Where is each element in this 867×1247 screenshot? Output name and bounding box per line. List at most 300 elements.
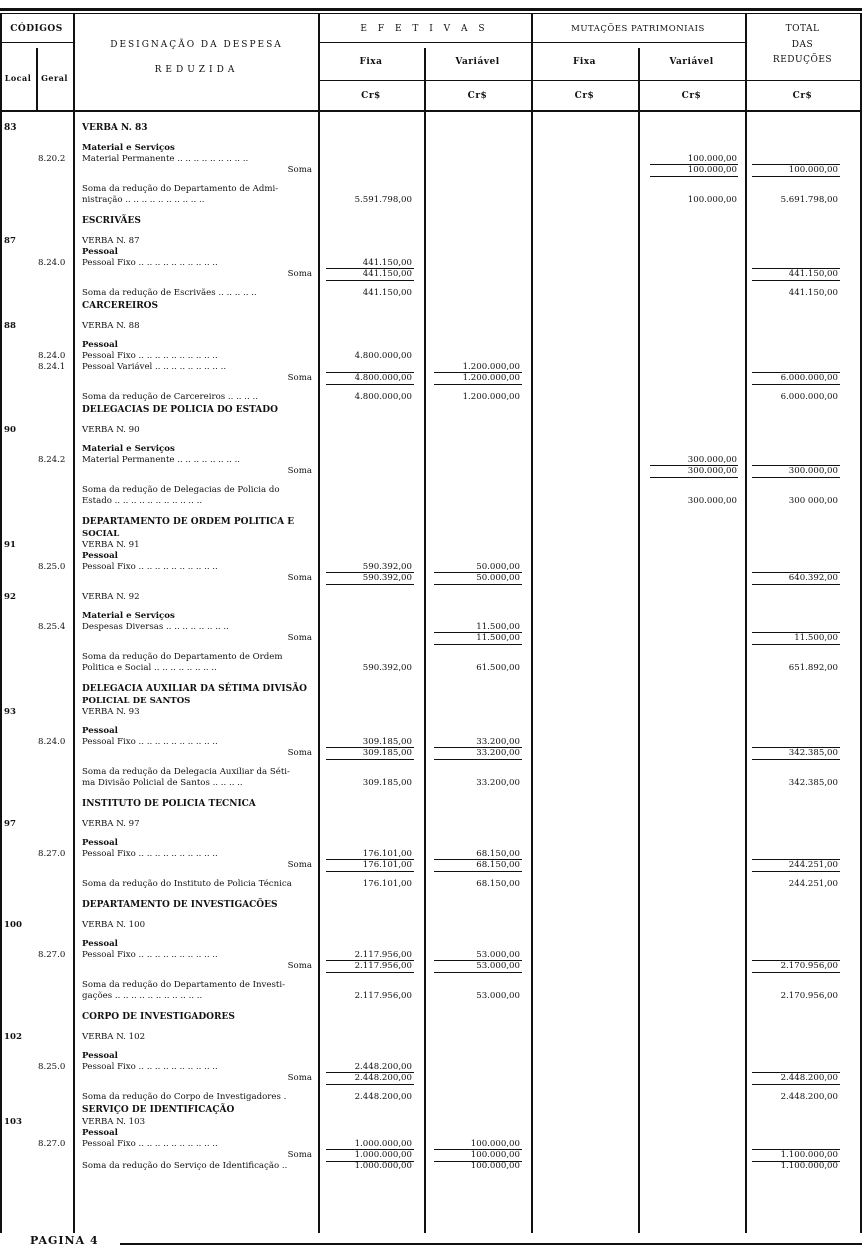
table-row	[0, 1051, 862, 1062]
amount-efetiva-variavel: 33.200,00	[476, 778, 520, 788]
hdr-rule-units	[318, 80, 860, 81]
table-row	[0, 663, 862, 674]
amount-efetiva-variavel: 50.000,00	[476, 562, 520, 572]
sum-rule	[434, 859, 522, 860]
table-row	[0, 392, 862, 403]
code-local: 88	[4, 321, 16, 331]
amount-efetiva-variavel: 53.000,00	[476, 991, 520, 1001]
amount-mutacao-variavel: 300.000,00	[687, 496, 737, 506]
expense-description: Soma da redução de Delegacias de Policia do	[82, 485, 280, 495]
sum-rule	[752, 372, 840, 373]
expense-description: DEPARTAMENTO DE INVESTIGACÕES	[82, 900, 278, 910]
expense-description: Soma da redução de Carcereiros .. .. .. ..	[82, 392, 258, 402]
code-geral: 8.25.0	[38, 562, 66, 572]
amount-total-reducoes: 6.000.000,00	[780, 392, 838, 402]
table-row	[0, 1084, 862, 1092]
table-row	[0, 1043, 862, 1051]
table-row	[0, 1024, 862, 1032]
table-row	[0, 562, 862, 573]
table-row	[0, 228, 862, 236]
amount-efetiva-fixa: 1.000.000,00	[354, 1150, 412, 1160]
table-row	[0, 1117, 862, 1128]
section-heading-row	[0, 121, 862, 135]
budget-table-body	[0, 121, 862, 1172]
expense-description: Soma da redução do Corpo de Investigadores .	[82, 1092, 287, 1102]
table-row	[0, 529, 862, 540]
expense-description: Soma da redução do Departamento de Investi-	[82, 980, 286, 990]
code-geral: 8.24.0	[38, 258, 66, 268]
table-row	[0, 143, 862, 154]
sum-rule	[434, 1149, 522, 1150]
hdr-total-1: TOTAL	[785, 24, 820, 34]
expense-description: Material e Serviços	[82, 143, 175, 153]
expense-description: Soma	[287, 748, 312, 758]
table-row	[0, 1002, 862, 1010]
soma-row	[0, 633, 862, 644]
sum-rule	[434, 372, 522, 373]
table-row	[0, 652, 862, 663]
table-row	[0, 351, 862, 362]
hdr-unit-4: Cr$	[681, 91, 702, 101]
expense-description: VERBA N. 87	[82, 236, 140, 246]
amount-efetiva-fixa: 441.150,00	[362, 269, 412, 279]
expense-description: Soma	[287, 269, 312, 279]
table-row	[0, 830, 862, 838]
hdr-fixa-mut: Fixa	[572, 57, 596, 67]
amount-efetiva-fixa: 4.800.000,00	[354, 392, 412, 402]
table-row	[0, 288, 862, 299]
code-local: 93	[4, 707, 16, 717]
soma-row	[0, 1150, 862, 1161]
sum-rule	[434, 960, 522, 961]
table-row	[0, 362, 862, 373]
expense-description: DEPARTAMENTO DE ORDEM POLITICA E	[82, 517, 295, 527]
top-rule-thin	[0, 13, 862, 14]
table-row	[0, 258, 862, 269]
sum-rule	[752, 632, 840, 633]
expense-description: VERBA N. 83	[82, 123, 148, 133]
amount-total-reducoes: 2.448.200,00	[780, 1092, 838, 1102]
code-local: 92	[4, 592, 16, 602]
expense-description: VERBA N. 97	[82, 819, 140, 829]
amount-efetiva-variavel: 1.200.000,00	[462, 362, 520, 372]
table-row	[0, 931, 862, 939]
section-heading-row	[0, 898, 862, 912]
section-heading-row	[0, 299, 862, 313]
amount-total-reducoes: 640.392,00	[788, 573, 838, 583]
sum-rule	[752, 1072, 840, 1073]
sum-rule	[326, 1072, 414, 1073]
hdr-total-3: REDUÇÕES	[772, 55, 833, 65]
code-local: 90	[4, 425, 16, 435]
section-heading-row	[0, 797, 862, 811]
expense-description: Pessoal Fixo .. .. .. .. .. .. .. .. .. ..	[82, 1139, 218, 1149]
table-row	[0, 707, 862, 718]
amount-efetiva-variavel: 1.200.000,00	[462, 373, 520, 383]
amount-efetiva-variavel: 100.000,00	[470, 1161, 520, 1171]
code-geral: 8.24.0	[38, 351, 66, 361]
expense-description: SERVIÇO DE IDENTIFICAÇÃO	[82, 1105, 235, 1115]
hdr-efetivas: E F E T I V A S	[360, 24, 489, 34]
expense-description: Soma	[287, 373, 312, 383]
expense-description: Pessoal	[82, 939, 118, 949]
table-row	[0, 912, 862, 920]
expense-description: POLICIAL DE SANTOS	[82, 696, 191, 706]
expense-description: VERBA N. 88	[82, 321, 140, 331]
amount-efetiva-variavel: 53.000,00	[476, 961, 520, 971]
table-row	[0, 674, 862, 682]
sum-rule	[752, 1149, 840, 1150]
table-row	[0, 496, 862, 507]
soma-row	[0, 1073, 862, 1084]
amount-efetiva-fixa: 4.800.000,00	[354, 351, 412, 361]
amount-efetiva-fixa: 4.800.000,00	[354, 373, 412, 383]
amount-efetiva-fixa: 2.117.956,00	[354, 991, 412, 1001]
table-row	[0, 991, 862, 1002]
sum-rule	[326, 859, 414, 860]
expense-description: Pessoal Fixo .. .. .. .. .. .. .. .. .. ..	[82, 1062, 218, 1072]
amount-mutacao-variavel: 100.000,00	[687, 154, 737, 164]
table-row	[0, 980, 862, 991]
table-row	[0, 920, 862, 931]
sum-rule	[752, 960, 840, 961]
expense-description: VERBA N. 100	[82, 920, 146, 930]
sum-rule	[752, 268, 840, 269]
amount-total-reducoes: 5.691.798,00	[780, 195, 838, 205]
table-row	[0, 384, 862, 392]
table-row	[0, 759, 862, 767]
amount-efetiva-variavel: 61.500,00	[476, 663, 520, 673]
table-row	[0, 321, 862, 332]
table-row	[0, 584, 862, 592]
expense-description: CARCEREIROS	[82, 301, 159, 311]
table-row	[0, 1062, 862, 1073]
expense-description: Soma da redução de Escrivães .. .. .. .. ..	[82, 288, 257, 298]
soma-row	[0, 748, 862, 759]
table-row	[0, 778, 862, 789]
hdr-rule-groups	[318, 42, 745, 43]
hdr-fixa: Fixa	[359, 57, 383, 67]
table-row	[0, 767, 862, 778]
table-row	[0, 726, 862, 737]
code-geral: 8.25.4	[38, 622, 66, 632]
hdr-unit-3: Cr$	[574, 91, 595, 101]
code-local: 87	[4, 236, 16, 246]
code-geral: 8.20.2	[38, 154, 66, 164]
soma-row	[0, 961, 862, 972]
code-local: 100	[4, 920, 22, 930]
table-row	[0, 236, 862, 247]
amount-total-reducoes: 651.892,00	[788, 663, 838, 673]
table-row	[0, 206, 862, 214]
amount-efetiva-variavel: 100.000,00	[470, 1139, 520, 1149]
expense-description: Soma	[287, 466, 312, 476]
expense-description: ma Divisão Policial de Santos .. .. .. ..	[82, 778, 243, 788]
amount-efetiva-fixa: 2.448.200,00	[354, 1092, 412, 1102]
table-row	[0, 972, 862, 980]
expense-description: Soma da redução do Departamento de Admi-	[82, 184, 279, 194]
amount-efetiva-variavel: 53.000,00	[476, 950, 520, 960]
table-row	[0, 611, 862, 622]
expense-description: VERBA N. 91	[82, 540, 140, 550]
expense-description: VERBA N. 90	[82, 425, 140, 435]
table-row	[0, 436, 862, 444]
amount-efetiva-fixa: 309.185,00	[362, 778, 412, 788]
table-row	[0, 696, 862, 707]
expense-description: Soma da redução do Instituto de Policia Técnica	[82, 879, 292, 889]
hdr-designacao-1: DESIGNAÇÃO DA DESPESA	[110, 40, 283, 50]
expense-description: VERBA N. 103	[82, 1117, 146, 1127]
amount-efetiva-fixa: 2.448.200,00	[354, 1062, 412, 1072]
expense-description: DELEGACIAS DE POLICIA DO ESTADO	[82, 405, 278, 415]
amount-mutacao-variavel: 300.000,00	[687, 455, 737, 465]
amount-efetiva-fixa: 176.101,00	[362, 879, 412, 889]
soma-row	[0, 165, 862, 176]
amount-mutacao-variavel: 100.000,00	[687, 195, 737, 205]
hdr-unit-5: Cr$	[792, 91, 813, 101]
code-geral: 8.24.0	[38, 737, 66, 747]
hdr-unit-1: Cr$	[361, 91, 381, 101]
section-heading-row	[0, 682, 862, 696]
amount-efetiva-fixa: 2.448.200,00	[354, 1073, 412, 1083]
expense-description: Pessoal	[82, 551, 118, 561]
sum-rule	[434, 747, 522, 748]
expense-description: Pessoal Fixo .. .. .. .. .. .. .. .. .. ..	[82, 258, 218, 268]
table-row	[0, 622, 862, 633]
soma-row	[0, 860, 862, 871]
amount-total-reducoes: 300.000,00	[788, 466, 838, 476]
expense-description: Soma	[287, 961, 312, 971]
expense-description: Pessoal Fixo .. .. .. .. .. .. .. .. .. ..	[82, 849, 218, 859]
table-row	[0, 1161, 862, 1172]
code-local: 83	[4, 123, 17, 133]
table-row	[0, 444, 862, 455]
soma-row	[0, 269, 862, 280]
hdr-rule-codigos	[0, 42, 73, 43]
table-row	[0, 485, 862, 496]
amount-total-reducoes: 1.100.000,00	[780, 1150, 838, 1160]
expense-description: Politica e Social .. .. .. .. .. .. .. ..	[82, 663, 217, 673]
amount-efetiva-fixa: 441.150,00	[362, 258, 412, 268]
amount-total-reducoes: 244.251,00	[788, 879, 838, 889]
hdr-variavel-mut: Variável	[669, 57, 714, 67]
code-local: 102	[4, 1032, 22, 1042]
amount-efetiva-fixa: 309.185,00	[362, 748, 412, 758]
top-rule	[0, 8, 862, 11]
expense-description: Pessoal Variável .. .. .. .. .. .. .. .. ..	[82, 362, 227, 372]
table-row	[0, 135, 862, 143]
amount-total-reducoes: 244.251,00	[788, 860, 838, 870]
amount-total-reducoes: 342.385,00	[788, 748, 838, 758]
section-heading-row	[0, 515, 862, 529]
amount-efetiva-variavel: 50.000,00	[476, 573, 520, 583]
code-geral: 8.24.1	[38, 362, 66, 372]
expense-description: Pessoal	[82, 247, 118, 257]
expense-description: VERBA N. 102	[82, 1032, 146, 1042]
sum-rule	[752, 164, 840, 165]
section-heading-row	[0, 1010, 862, 1024]
expense-description: Soma da redução da Delegacia Auxiliar da Séti-	[82, 767, 290, 777]
table-row	[0, 811, 862, 819]
amount-efetiva-fixa: 590.392,00	[362, 663, 412, 673]
amount-total-reducoes: 441.150,00	[788, 288, 838, 298]
table-row	[0, 1139, 862, 1150]
table-row	[0, 644, 862, 652]
amount-efetiva-variavel: 100.000,00	[470, 1150, 520, 1160]
table-row	[0, 313, 862, 321]
sum-rule	[434, 632, 522, 633]
code-geral: 8.27.0	[38, 1139, 66, 1149]
expense-description: DELEGACIA AUXILIAR DA SÉTIMA DIVISÃO	[82, 684, 307, 694]
expense-description: Estado .. .. .. .. .. .. .. .. .. .. ..	[82, 496, 203, 506]
table-row	[0, 551, 862, 562]
amount-efetiva-variavel: 33.200,00	[476, 748, 520, 758]
hdr-designacao-2: REDUZIDA	[154, 65, 239, 75]
page-number: PAGINA 4	[30, 1234, 99, 1247]
table-row	[0, 340, 862, 351]
expense-description: Soma	[287, 633, 312, 643]
code-geral: 8.24.2	[38, 455, 66, 465]
table-row	[0, 838, 862, 849]
amount-efetiva-fixa: 1.000.000,00	[354, 1139, 412, 1149]
amount-efetiva-fixa: 2.117.956,00	[354, 961, 412, 971]
table-row	[0, 950, 862, 961]
table-row	[0, 184, 862, 195]
amount-efetiva-fixa: 2.117.956,00	[354, 950, 412, 960]
amount-efetiva-fixa: 590.392,00	[362, 573, 412, 583]
table-row	[0, 176, 862, 184]
hdr-unit-2: Cr$	[467, 91, 488, 101]
sum-rule	[326, 372, 414, 373]
expense-description: Pessoal	[82, 726, 118, 736]
sum-rule	[326, 268, 414, 269]
sum-rule	[650, 164, 738, 165]
amount-efetiva-variavel: 68.150,00	[476, 879, 520, 889]
expense-description: Soma	[287, 1150, 312, 1160]
expense-description: VERBA N. 92	[82, 592, 140, 602]
table-row	[0, 871, 862, 879]
sum-rule	[752, 747, 840, 748]
sum-rule	[326, 747, 414, 748]
section-heading-row	[0, 403, 862, 417]
expense-description: Pessoal	[82, 340, 118, 350]
amount-efetiva-fixa: 5.591.798,00	[354, 195, 412, 205]
expense-description: Pessoal Fixo .. .. .. .. .. .. .. .. .. ..	[82, 562, 218, 572]
section-heading-row	[0, 214, 862, 228]
expense-description: ESCRIVÃES	[82, 216, 141, 226]
table-row	[0, 417, 862, 425]
code-geral: 8.27.0	[38, 950, 66, 960]
hdr-local: Local	[4, 73, 32, 83]
amount-total-reducoes: 2.448.200,00	[780, 1073, 838, 1083]
table-row	[0, 477, 862, 485]
amount-efetiva-variavel: 68.150,00	[476, 860, 520, 870]
amount-efetiva-variavel: 11.500,00	[476, 633, 520, 643]
hdr-mutacoes: MUTAÇÕES PATRIMONIAIS	[571, 24, 705, 34]
table-row	[0, 507, 862, 515]
expense-description: Material Permanente .. .. .. .. .. .. .. ..	[82, 455, 241, 465]
table-row	[0, 789, 862, 797]
expense-description: Material Permanente .. .. .. .. .. .. .. .. ..	[82, 154, 249, 164]
sum-rule	[752, 859, 840, 860]
sum-rule	[752, 465, 840, 466]
code-local: 91	[4, 540, 16, 550]
table-row	[0, 280, 862, 288]
amount-mutacao-variavel: 100.000,00	[687, 165, 737, 175]
table-row	[0, 540, 862, 551]
expense-description: Soma da redução do Serviço de Identificação ..	[82, 1161, 288, 1171]
table-row	[0, 425, 862, 436]
amount-total-reducoes: 2.170.956,00	[780, 991, 838, 1001]
expense-description: gações .. .. .. .. .. .. .. .. .. .. ..	[82, 991, 203, 1001]
footer-rule	[120, 1243, 862, 1245]
amount-efetiva-fixa: 1.000.000,00	[354, 1161, 412, 1171]
amount-efetiva-fixa: 176.101,00	[362, 849, 412, 859]
hdr-variavel: Variável	[455, 57, 500, 67]
sum-rule	[650, 465, 738, 466]
expense-description: Pessoal Fixo .. .. .. .. .. .. .. .. .. ..	[82, 737, 218, 747]
table-row	[0, 849, 862, 860]
hdr-total-2: DAS	[791, 40, 814, 50]
code-local: 103	[4, 1117, 22, 1127]
amount-efetiva-fixa: 590.392,00	[362, 562, 412, 572]
table-row	[0, 939, 862, 950]
expense-description: VERBA N. 93	[82, 707, 140, 717]
sum-rule	[326, 960, 414, 961]
table-row	[0, 890, 862, 898]
amount-total-reducoes: 300 000,00	[788, 496, 838, 506]
amount-total-reducoes: 342.385,00	[788, 778, 838, 788]
amount-total-reducoes: 11.500,00	[794, 633, 838, 643]
amount-total-reducoes: 1.100.000,00	[780, 1161, 838, 1171]
table-row	[0, 1128, 862, 1139]
table-row	[0, 332, 862, 340]
code-geral: 8.25.0	[38, 1062, 66, 1072]
hdr-geral: Geral	[41, 73, 68, 83]
amount-efetiva-variavel: 1.200.000,00	[462, 392, 520, 402]
amount-efetiva-fixa: 176.101,00	[362, 860, 412, 870]
hdr-codigos: CÓDIGOS	[10, 24, 63, 34]
code-local: 97	[4, 819, 16, 829]
soma-row	[0, 466, 862, 477]
amount-mutacao-variavel: 300.000,00	[687, 466, 737, 476]
amount-efetiva-fixa: 441.150,00	[362, 288, 412, 298]
expense-description: nistração .. .. .. .. .. .. .. .. .. ..	[82, 195, 205, 205]
section-heading-row	[0, 1103, 862, 1117]
soma-row	[0, 373, 862, 384]
expense-description: Pessoal Fixo .. .. .. .. .. .. .. .. .. ..	[82, 950, 218, 960]
expense-description: Material e Serviços	[82, 444, 175, 454]
table-row	[0, 819, 862, 830]
amount-efetiva-fixa: 309.185,00	[362, 737, 412, 747]
expense-description: INSTITUTO DE POLICIA TECNICA	[82, 799, 256, 809]
expense-description: Pessoal	[82, 838, 118, 848]
table-row	[0, 718, 862, 726]
table-row	[0, 1032, 862, 1043]
amount-total-reducoes: 2.170.956,00	[780, 961, 838, 971]
sum-rule	[752, 572, 840, 573]
expense-description: Soma	[287, 573, 312, 583]
table-row	[0, 195, 862, 206]
table-row	[0, 879, 862, 890]
expense-description: CORPO DE INVESTIGADORES	[82, 1012, 235, 1022]
soma-row	[0, 573, 862, 584]
table-row	[0, 247, 862, 258]
table-row	[0, 1092, 862, 1103]
table-row	[0, 603, 862, 611]
amount-efetiva-variavel: 68.150,00	[476, 849, 520, 859]
sum-rule	[326, 1149, 414, 1150]
